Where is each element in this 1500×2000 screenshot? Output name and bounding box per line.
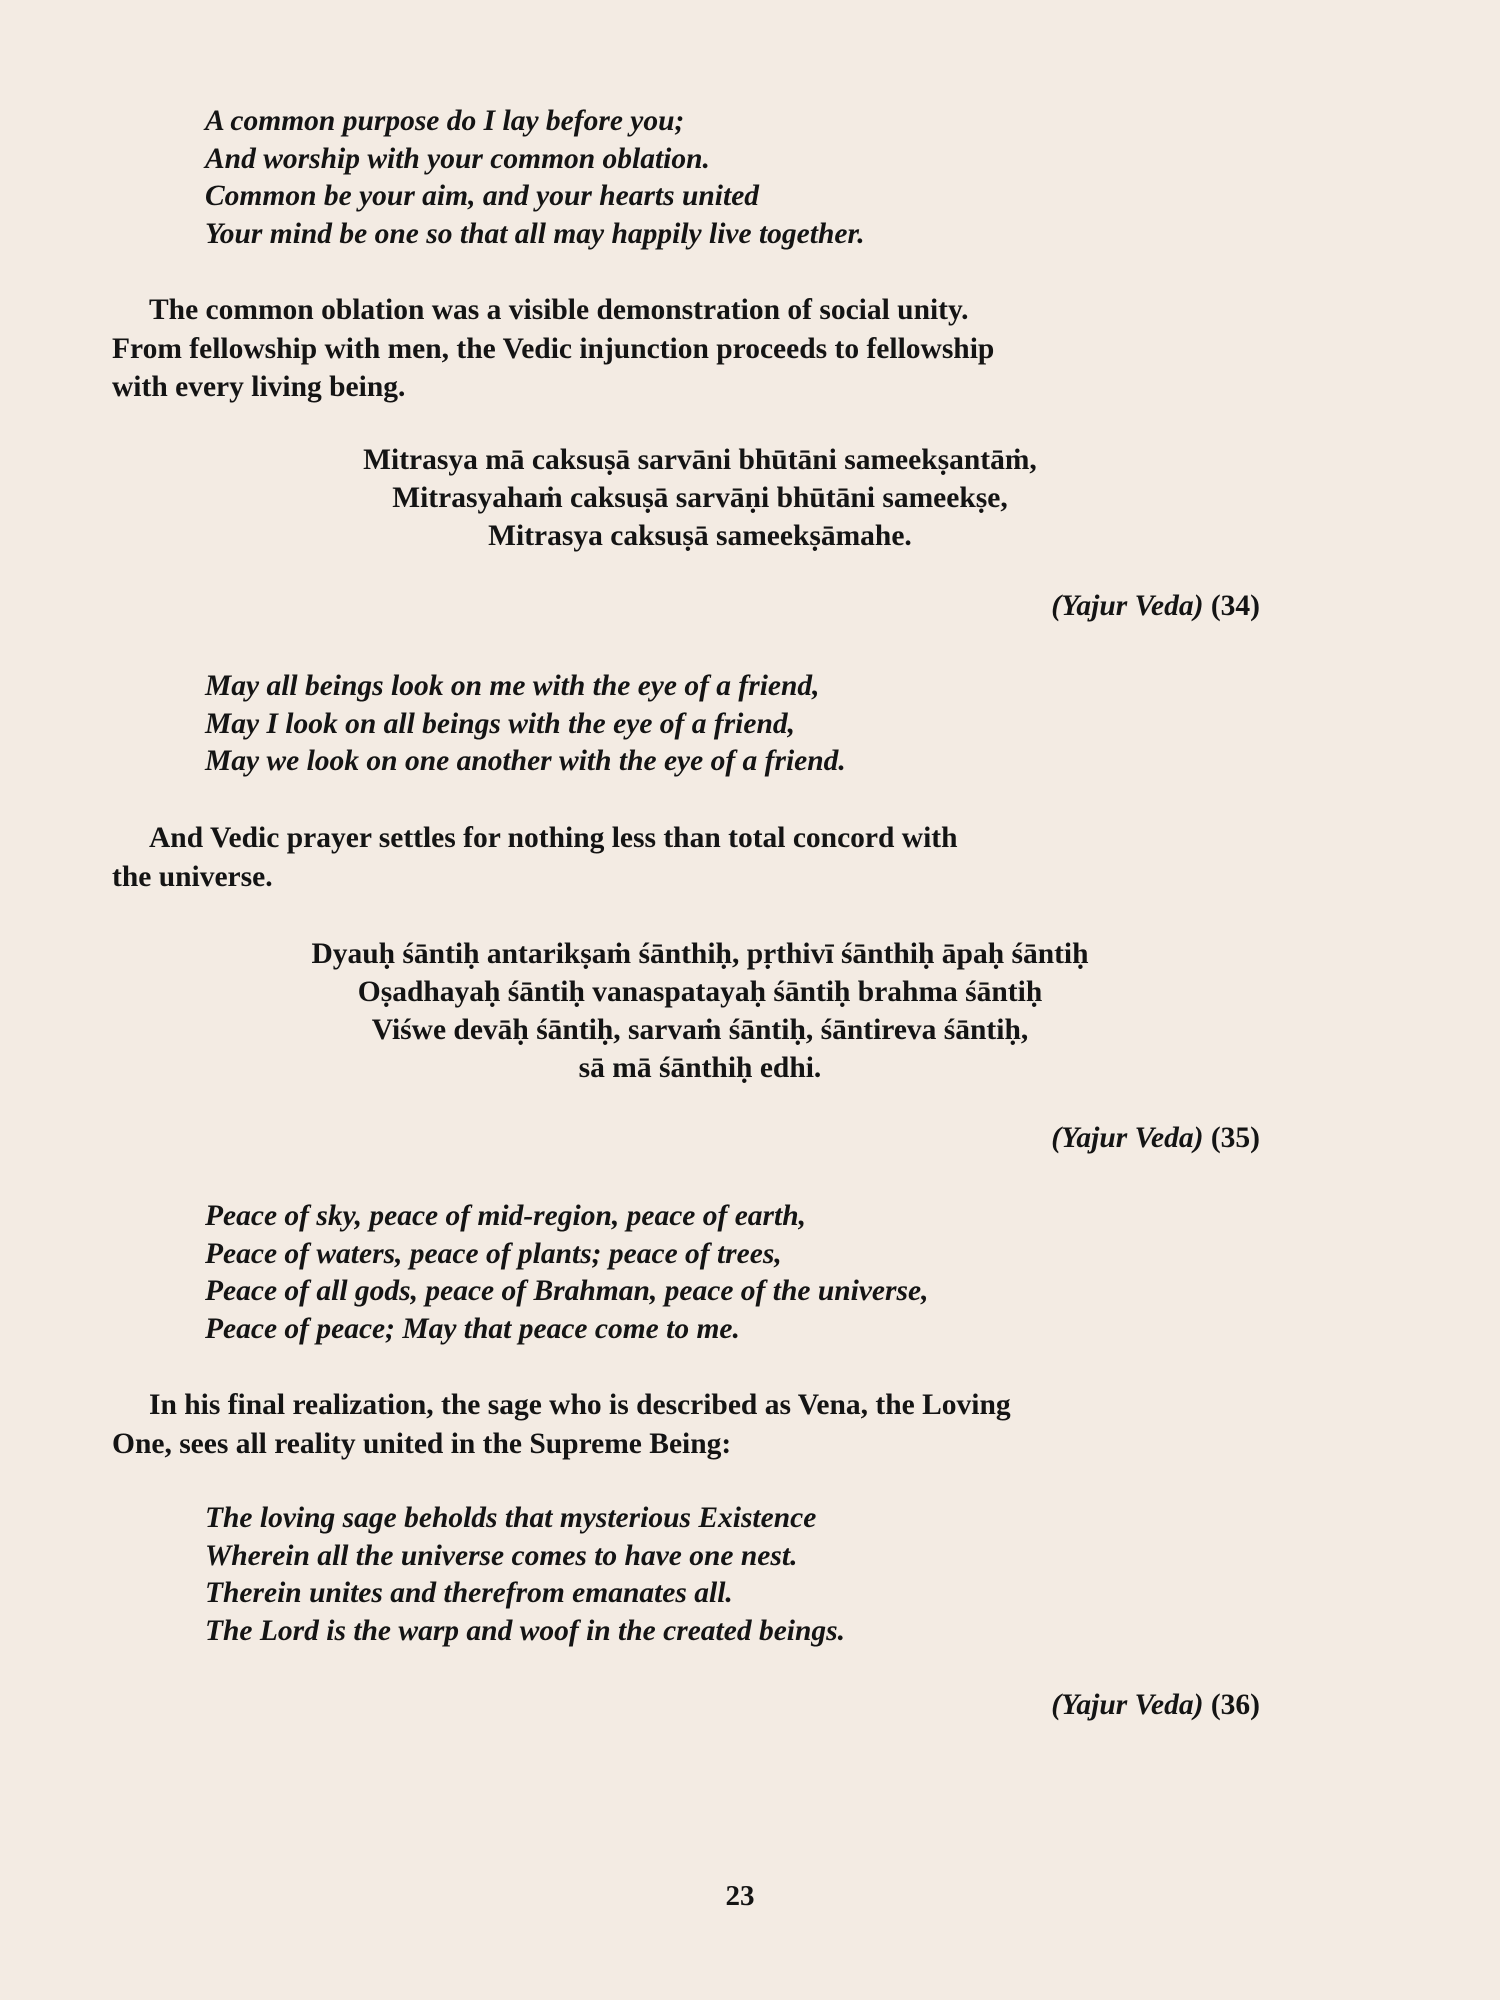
citation-source: (Yajur Veda): [1051, 1122, 1204, 1154]
verse-line: Peace of all gods, peace of Brahman, peace of the universe,: [205, 1275, 929, 1307]
verse-line: Wherein all the universe comes to have one nest.: [205, 1539, 798, 1572]
citation-source: (Yajur Veda): [1051, 1689, 1204, 1721]
sanskrit-shanti: [200, 935, 1200, 1087]
paragraph-line: One, sees all reality united in the Supreme Being:: [112, 1427, 732, 1460]
citation-number: (36): [1210, 1689, 1260, 1721]
verse-line: Peace of waters, peace of plants; peace of trees,: [205, 1237, 782, 1270]
page-number: 23: [725, 1880, 755, 1912]
verse-line: Peace of peace; May that peace come to me.: [205, 1312, 740, 1345]
citation-number: (35): [1210, 1122, 1260, 1154]
paragraph-line: In his final realization, the sage who is described as Vena, the Loving: [149, 1389, 1011, 1421]
sanskrit-line: Viśwe devāḥ śāntiḥ, sarvaṁ śāntiḥ, śāntireva śāntiḥ,: [371, 1014, 1029, 1046]
verse-line: Common be your aim, and your hearts united: [205, 180, 760, 212]
paragraph-vedic-prayer: [112, 819, 1312, 896]
paragraph-line: From fellowship with men, the Vedic injunction proceeds to fellowship: [112, 332, 995, 365]
verse-eye-of-friend: [205, 668, 846, 781]
citation-34: [1051, 590, 1260, 623]
citation-36: [1051, 1689, 1260, 1722]
sanskrit-line: Mitrasyahaṁ caksuṣā sarvāṇi bhūtāni sameekṣe,: [392, 482, 1008, 514]
citation-source: (Yajur Veda): [1051, 590, 1204, 622]
sanskrit-line: Mitrasya mā caksuṣā sarvāni bhūtāni sameekṣantāṁ,: [363, 444, 1037, 476]
paragraph-final-realization: [112, 1386, 1312, 1463]
verse-line: May we look on one another with the eye of a friend.: [205, 745, 846, 777]
citation-number: (34): [1210, 590, 1260, 622]
verse-loving-sage: [205, 1500, 845, 1650]
verse-line: The loving sage beholds that mysterious Existence: [205, 1502, 817, 1534]
verse-line: Peace of sky, peace of mid-region, peace of earth,: [205, 1200, 807, 1232]
paragraph-line: with every living being.: [112, 371, 406, 403]
paragraph-line: the universe.: [112, 860, 273, 893]
sanskrit-mitrasya: [200, 441, 1200, 555]
sanskrit-line: Dyauḥ śāntiḥ antarikṣaṁ śānthiḥ, pṛthivī śānthiḥ āpaḥ śāntiḥ: [311, 938, 1089, 970]
citation-35: [1051, 1122, 1260, 1155]
verse-common-purpose: [205, 103, 865, 253]
paragraph-line: The common oblation was a visible demonstration of social unity.: [149, 294, 969, 326]
sanskrit-line: Mitrasya caksuṣā sameekṣāmahe.: [488, 520, 912, 552]
verse-line: May I look on all beings with the eye of a friend,: [205, 707, 795, 740]
verse-line: And worship with your common oblation.: [205, 142, 710, 175]
verse-line: Your mind be one so that all may happily live together.: [205, 217, 865, 250]
verse-line: The Lord is the warp and woof in the created beings.: [205, 1614, 846, 1647]
paragraph-line: And Vedic prayer settles for nothing less than total concord with: [149, 822, 958, 854]
sanskrit-line: Oṣadhayaḥ śāntiḥ vanaspatayaḥ śāntiḥ brahma śāntiḥ: [357, 976, 1043, 1008]
verse-line: Therein unites and therefrom emanates all.: [205, 1577, 733, 1609]
verse-line: A common purpose do I lay before you;: [205, 105, 685, 137]
paragraph-common-oblation: [112, 291, 1312, 407]
verse-line: May all beings look on me with the eye of a friend,: [205, 670, 820, 702]
verse-peace: [205, 1198, 928, 1348]
sanskrit-line: sā mā śānthiḥ edhi.: [578, 1052, 822, 1084]
